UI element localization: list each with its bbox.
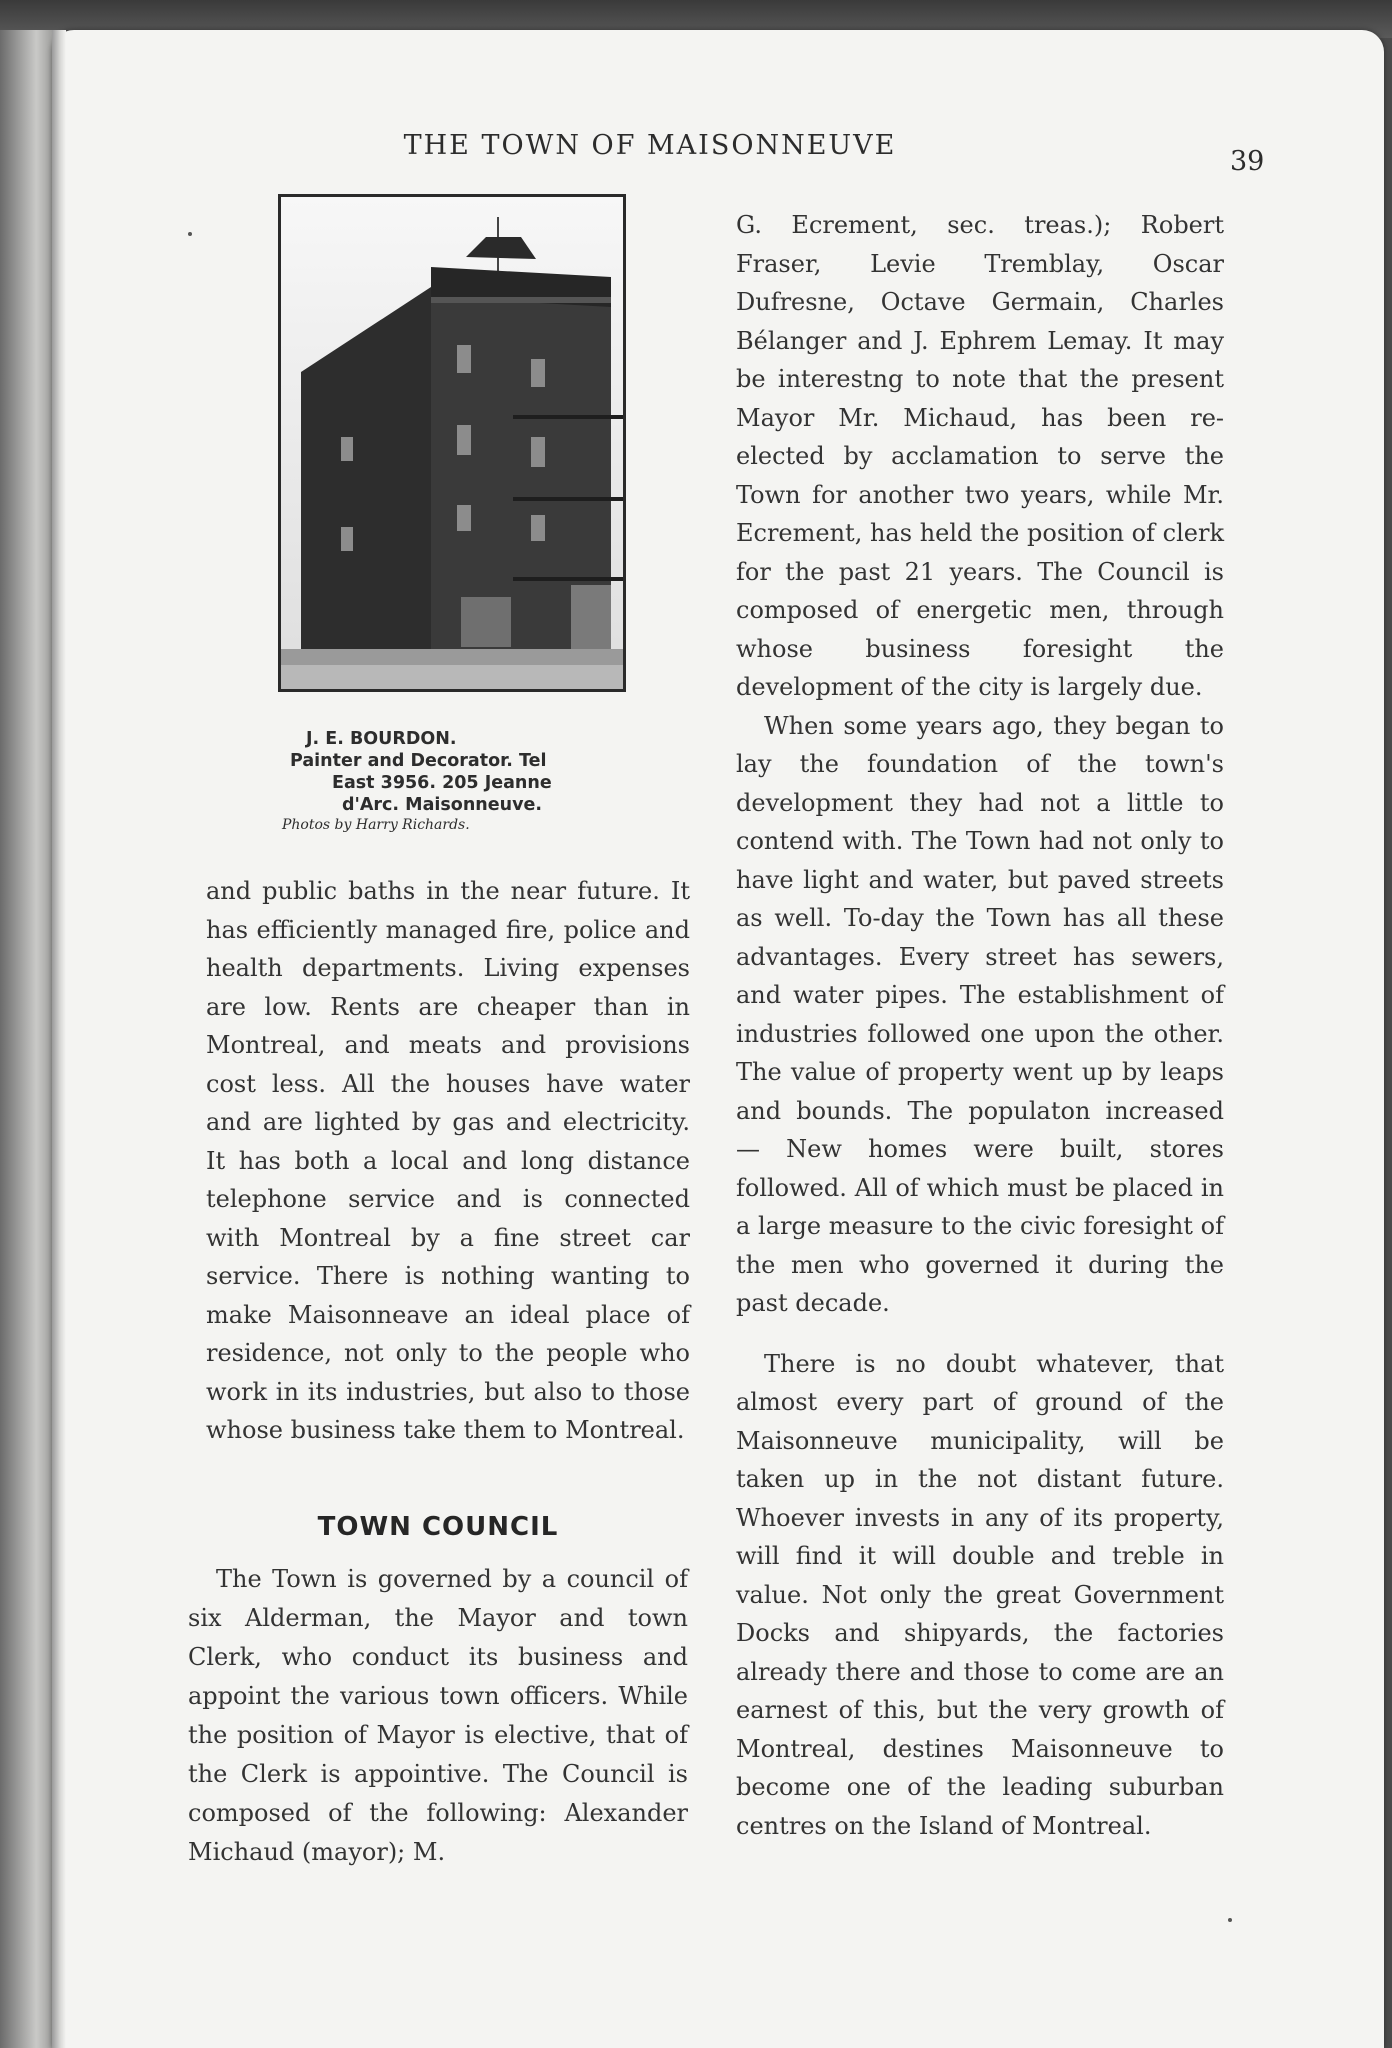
caption-line-3: d'Arc. Maisonneuve.	[342, 795, 543, 815]
paragraph-town-governed: The Town is governed by a council of six Alderman, the Mayor and town Clerk, who conduct its business and appoint the various town officers. While the position of Mayor is elective, that of the Clerk is appointive. The Council is composed of the following: Alexander Michaud (mayor); M.	[188, 1565, 688, 1866]
photo-caption	[260, 728, 650, 834]
caption-name: J. E. BOURDON.	[306, 729, 457, 749]
paragraph-council-members: G. Ecrement, sec. treas.); Robert Fraser, Levie Tremblay, Oscar Dufresne, Octave Germain, Charles Bélanger and J. Ephrem Lemay. It may be interestng to note that the present Mayor Mr. Michaud, has been re-elected by acclamation to serve the Town for another two years, while Mr. Ecrement, has held the position of clerk for the past 21 years. The Council is composed of energetic men, through whose business foresight the development of the city is largely due.	[736, 211, 1224, 701]
photo-credit: Photos by Harry Richards.	[282, 817, 470, 833]
left-column-bottom	[188, 1560, 688, 1872]
right-column	[736, 206, 1224, 1845]
page-number: 39	[1230, 146, 1265, 177]
page-gutter	[52, 30, 66, 2048]
speck	[188, 232, 192, 236]
section-heading-town-council: TOWN COUNCIL	[317, 1512, 559, 1542]
paragraph-property-value: There is no doubt whatever, that almost every part of ground of the Maisonneuve municipality, will be taken up in the not distant future. Whoever invests in any of its property, will find it will double and treble in value. Not only the great Government Docks and shipyards, the factories already there and those to come are an earnest of this, but the very growth of Montreal, destines Maisonneuve to become one of the leading suburban centres on the Island of Montreal.	[736, 1349, 1224, 1840]
running-head: THE TOWN OF MAISONNEUVE	[403, 130, 897, 161]
caption-line-1: Painter and Decorator. Tel	[290, 751, 547, 771]
paragraph-town-development: When some years ago, they began to lay the foundation of the town's development they had not a little to contend with. The Town had not only to have light and water, but paved streets as well. To-day the Town has all these advantages. Every street has sewers, and water pipes. The establishment of industries followed one upon the other. The value of property went up by leaps and bounds. The populaton increased — New homes were built, stores followed. All of which must be placed in a large measure to the civic foresight of the men who governed it during the past decade.	[736, 711, 1224, 1317]
left-column-top	[206, 872, 690, 1450]
building-photograph	[278, 194, 626, 692]
paragraph-public-baths: and public baths in the near future. It has efficiently managed fire, police and health departments. Living expenses are low. Rents are cheaper than in Montreal, and meats and provisions cost less. All the houses have water and are lighted by gas and electricity. It has both a local and long distance telephone service and is connected with Montreal by a fine street car service. There is nothing wanting to make Maisonneave an ideal place of residence, not only to the people who work in its industries, but also to those whose business take them to Montreal.	[206, 877, 690, 1444]
speck	[1228, 1918, 1232, 1922]
building-photo-illustration	[281, 197, 623, 689]
caption-line-2: East 3956. 205 Jeanne	[332, 773, 552, 793]
facing-page-edge	[0, 30, 52, 2048]
